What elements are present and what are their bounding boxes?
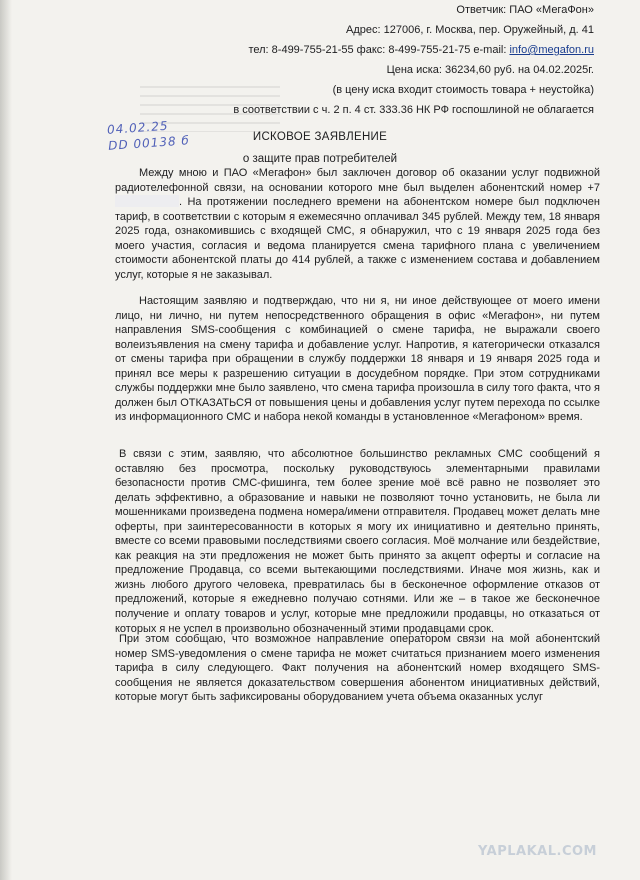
state-duty-note: в соответствии с ч. 2 п. 4 ст. 333.36 НК РФ госпошлиной не облагается xyxy=(233,104,594,116)
contacts-text: тел: 8-499-755-21-55 факс: 8-499-755-21-75 e-mail: xyxy=(248,44,510,56)
defendant-contacts xyxy=(174,40,594,60)
document-title: ИСКОВОЕ ЗАЯВЛЕНИЕ xyxy=(252,131,388,143)
email-link[interactable]: info@megafon.ru xyxy=(509,44,594,56)
claim-price: Цена иска: 36234,60 руб. на 04.02.2025г. xyxy=(386,64,594,76)
paragraph-2: Настоящим заявляю и подтверждаю, что ни я, ни иное действующее от моего имени лицо, ни лично, ни путем непосредственного обращения в офис «Мегафон», ни путем направления SMS-сообщения с комбинацией о смене тарифа, не выражали своего волеизъявления на смену тарифа и добавление услуг. Напротив, я категорически отказался от смены тарифа при обращении в службу поддержки 18 января и 19 января 2025 года и принял все меры к разрешению ситуации в досудебном порядке. При этом сотрудниками службы поддержки мне было заявлено, что смена тарифа произошла в силу того факта, что я должен был ОТКАЗАТЬСЯ от повышения цены и добавления услуг путем перехода по ссылке из информационного СМС и набора некой команды в установленное «Мегафоном» время. xyxy=(115,295,600,424)
document-subtitle: о защите прав потребителей xyxy=(242,153,398,165)
defendant-header xyxy=(174,0,594,120)
site-watermark: YAPLAKAL.COM xyxy=(478,844,597,859)
paragraph-4: При этом сообщаю, что возможное направление оператором связи на мой абонентский номер SMS-уведомления о смене тарифа не может считаться признанием моего изменения тарифа в силу следующего. Факт получения на абонентский номер входящего SMS-сообщения не является доказательством совершения абонентом инициативных действий, которые могут быть зафиксированы оборудованием учета объема оказанных услуг xyxy=(115,633,600,704)
defendant-address: Адрес: 127006, г. Москва, пер. Оружейный, д. 41 xyxy=(346,24,594,36)
stamp-date: 04.02.25 xyxy=(106,118,169,137)
paragraph-1 xyxy=(115,166,600,282)
stamp-number: DD 00138 б xyxy=(107,133,191,153)
paragraph-1-rest: . На протяжении последнего времени на абонентском номере был подключен тариф, в соответствии с которым я ежемесячно оплачивал 345 рублей. Между тем, 18 января 2025 года, ознакомившись с входящей СМС, я обнаружил, что с 19 января 2025 года без моего участия, согласия и ведома планируется смена тарифного плана с увеличением стоимости абонентской платы до 414 рублей, а также с изменением состава и добавлением услуг, которые я не заказывал. xyxy=(115,196,600,281)
paragraph-1-start: Между мною и ПАО «Мегафон» был заключен договор об оказании услуг подвижной радиотелефонной связи, на основании которого мне был выделен абонентский номер +7 xyxy=(115,167,600,194)
defendant-name: Ответчик: ПАО «МегаФон» xyxy=(456,4,594,16)
claim-price-note: (в цену иска входит стоимость товара + неустойка) xyxy=(332,84,594,96)
paragraph-3: В связи с этим, заявляю, что абсолютное большинство рекламных СМС сообщений я оставляю без просмотра, поскольку руководствуюсь элементарными правилами безопасности против СМС-фишинга, тем более зрение моё всё равно не позволяет это делать эффективно, а образование и навыки не позволяют точно установить, не была ли мошенниками произведена подмена номера/имени отправителя. Продавец может делать мне оферты, при заинтересованности в которых я могу их инициативно и деятельно принять, вместе со всеми правовыми последствиями своего согласия. Моё молчание или бездействие, как реакция на эти предложения не может быть принято за акцепт оферты и согласие на предложение Продавца, со всеми вытекающими последствиями. Иначе моя жизнь, как и жизнь любого другого человека, превратилась бы в бесконечное оформление отказов от предложений, которые я ежедневно получаю сотнями. Или же – в такое же бесконечное получение и оплату товаров и услуг, которые мне предложили продавцы, но отказаться от которых я не успел в произвольно обозначенный этими продавцами срок. xyxy=(115,448,600,635)
redacted-phone-number xyxy=(115,195,179,207)
